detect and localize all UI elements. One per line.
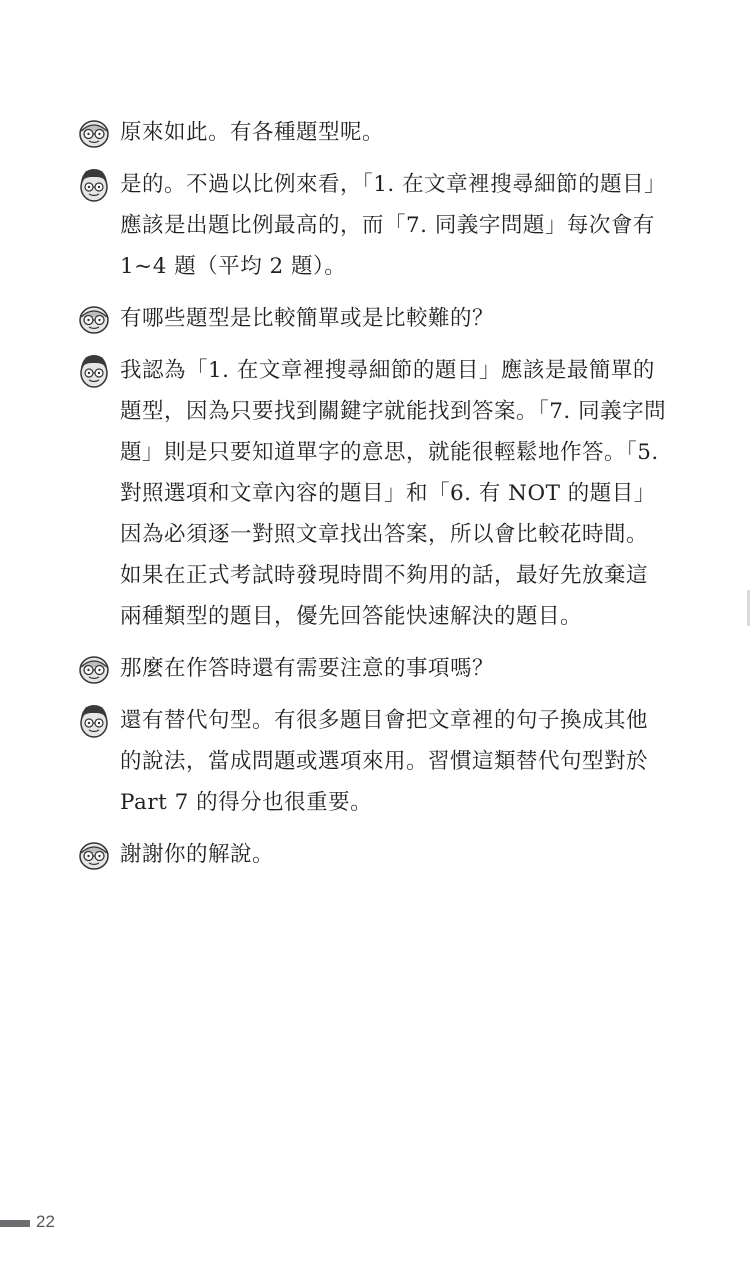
dialogue-text: 是的。不過以比例來看，「1. 在文章裡搜尋細節的題目」應該是出題比例最高的，而「7. 同義字問題」每次會有 1~4 題（平均 2 題）。 bbox=[120, 172, 667, 279]
footer-bar bbox=[0, 1220, 30, 1227]
dialogue-text: 還有替代句型。有很多題目會把文章裡的句子換成其他的說法，當成問題或選項來用。習慣這類替代句型對於 Part 7 的得分也很重要。 bbox=[120, 708, 649, 815]
dialogue-entry-teacher bbox=[78, 164, 678, 287]
student-avatar-icon bbox=[78, 648, 110, 688]
dialogue-entry-student bbox=[78, 112, 678, 153]
student-avatar-icon bbox=[78, 112, 110, 152]
teacher-avatar-icon bbox=[78, 700, 110, 740]
teacher-avatar-icon bbox=[78, 350, 110, 390]
student-avatar-icon bbox=[78, 298, 110, 338]
teacher-avatar-icon bbox=[78, 164, 110, 204]
dialogue-entry-student bbox=[78, 648, 678, 689]
dialogue-text: 有哪些題型是比較簡單或是比較難的？ bbox=[120, 306, 495, 331]
student-avatar-icon bbox=[78, 834, 110, 874]
dialogue-entry-student bbox=[78, 834, 678, 875]
dialogue-text: 原來如此。有各種題型呢。 bbox=[120, 120, 385, 145]
dialogue-entry-teacher bbox=[78, 700, 678, 823]
dialogue-text: 我認為「1. 在文章裡搜尋細節的題目」應該是最簡單的題型，因為只要找到關鍵字就能找到答案。「7. 同義字問題」則是只要知道單字的意思，就能很輕鬆地作答。「5. 對照選項和文章內容的題目」和「6. 有 NOT 的題目」因為必須逐一對照文章找出答案，所以會比較花時間。如果在正式考試時發現時間不夠用的話，最好先放棄這兩種類型的題目，優先回答能快速解決的題目。 bbox=[120, 358, 667, 629]
page-number: 22 bbox=[36, 1212, 55, 1231]
dialogue-text: 那麼在作答時還有需要注意的事項嗎？ bbox=[120, 656, 495, 681]
dialogue bbox=[78, 112, 678, 875]
dialogue-entry-teacher bbox=[78, 350, 678, 637]
dialogue-entry-student bbox=[78, 298, 678, 339]
dialogue-text: 謝謝你的解說。 bbox=[120, 842, 275, 867]
